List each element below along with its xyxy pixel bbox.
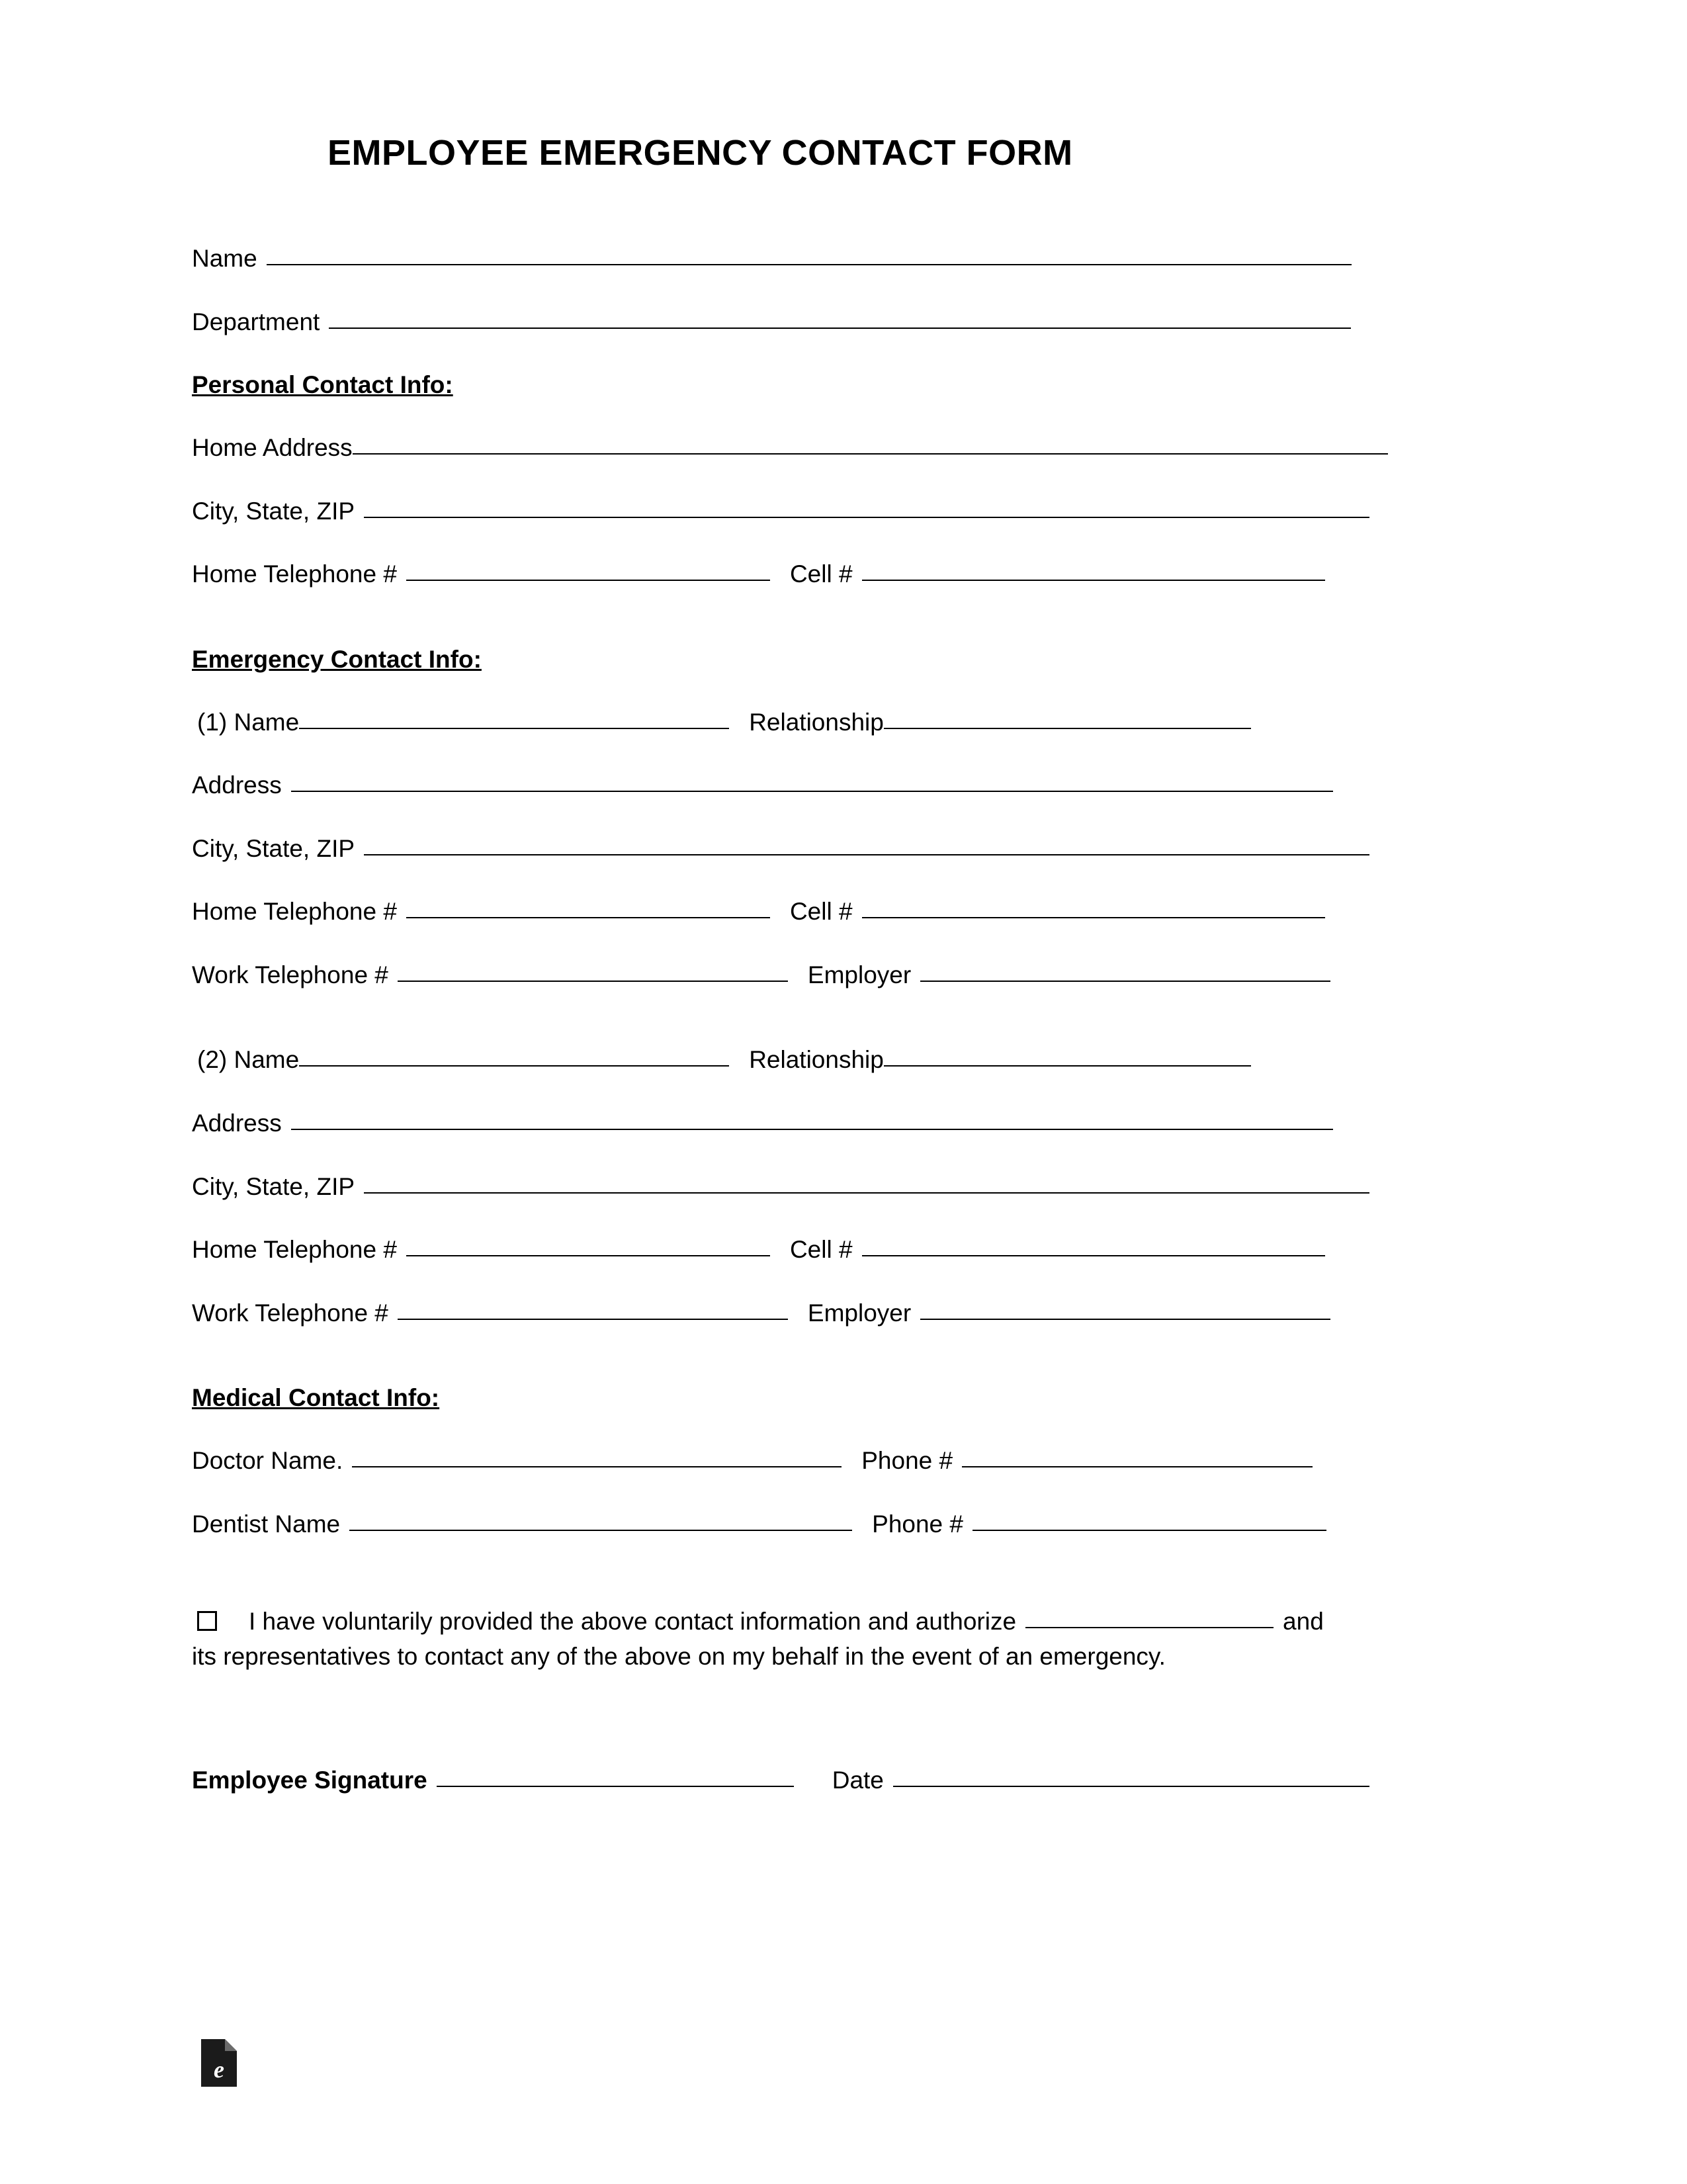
home-address-label: Home Address: [192, 434, 353, 462]
city-state-zip-input[interactable]: [364, 498, 1369, 518]
ec2-address-input[interactable]: [291, 1110, 1333, 1130]
field-row-ec1-city-state-zip: [192, 835, 1489, 863]
city-state-zip-label: City, State, ZIP: [192, 497, 355, 525]
field-row-home-telephone: [192, 560, 1489, 589]
ec2-city-state-zip-input[interactable]: [364, 1174, 1369, 1194]
ec1-address-label: Address: [192, 771, 282, 799]
employee-signature-label: Employee Signature: [192, 1767, 427, 1794]
field-row-ec2-work-telephone: [192, 1299, 1489, 1328]
ec1-relationship-label: Relationship: [749, 708, 884, 736]
emergency-contact-heading: Emergency Contact Info:: [192, 645, 482, 673]
field-row-doctor: [192, 1447, 1489, 1475]
field-row-ec2-address: [192, 1110, 1489, 1138]
field-row-home-address: [192, 434, 1489, 462]
field-row-ec1-home-telephone: [192, 898, 1489, 926]
ec1-address-input[interactable]: [291, 772, 1333, 792]
dentist-phone-label: Phone #: [872, 1510, 963, 1538]
date-input[interactable]: [893, 1767, 1369, 1787]
name-label: Name: [192, 245, 257, 272]
ec1-work-telephone-input[interactable]: [398, 962, 788, 982]
ec2-name-label: (2) Name: [197, 1046, 300, 1074]
ec1-home-telephone-input[interactable]: [406, 898, 770, 918]
consent-text-after: and: [1283, 1608, 1324, 1636]
ec1-cell-input[interactable]: [862, 898, 1325, 918]
ec2-home-telephone-label: Home Telephone #: [192, 1236, 397, 1264]
ec2-home-telephone-input[interactable]: [406, 1237, 770, 1256]
dentist-name-input[interactable]: [349, 1511, 852, 1531]
consent-text-before: I have voluntarily provided the above contact information and authorize: [249, 1608, 1017, 1636]
dentist-name-label: Dentist Name: [192, 1510, 341, 1538]
doctor-name-label: Doctor Name.: [192, 1447, 343, 1475]
authorized-company-input[interactable]: [1025, 1608, 1274, 1628]
ec2-employer-label: Employer: [807, 1299, 912, 1327]
page-title: EMPLOYEE EMERGENCY CONTACT FORM: [327, 133, 1073, 173]
ec2-relationship-input[interactable]: [884, 1047, 1251, 1067]
ec1-employer-input[interactable]: [920, 962, 1330, 982]
ec2-cell-input[interactable]: [862, 1237, 1325, 1256]
date-label: Date: [832, 1767, 884, 1794]
consent-paragraph: [192, 1604, 1465, 1674]
employee-signature-input[interactable]: [437, 1767, 794, 1787]
ec2-relationship-label: Relationship: [749, 1046, 884, 1074]
personal-contact-heading: Personal Contact Info:: [192, 371, 453, 399]
svg-text:e: e: [214, 2056, 224, 2083]
cell-label: Cell #: [789, 560, 853, 588]
consent-second-line: its representatives to contact any of the above on my behalf in the event of an emergency.: [192, 1642, 1166, 1670]
field-row-ec1-work-telephone: [192, 961, 1489, 990]
ec2-city-state-zip-label: City, State, ZIP: [192, 1172, 355, 1200]
field-row-ec1-name: [197, 709, 1489, 737]
home-telephone-input[interactable]: [406, 561, 770, 581]
home-telephone-label: Home Telephone #: [192, 560, 397, 588]
ec1-employer-label: Employer: [807, 961, 912, 988]
doctor-phone-input[interactable]: [962, 1448, 1313, 1467]
form-content: [192, 0, 1489, 1794]
department-input[interactable]: [329, 309, 1351, 329]
consent-checkbox[interactable]: [197, 1611, 217, 1631]
ec2-work-telephone-input[interactable]: [398, 1300, 788, 1320]
ec2-employer-input[interactable]: [920, 1300, 1330, 1320]
ec2-address-label: Address: [192, 1110, 282, 1137]
field-row-ec2-home-telephone: [192, 1236, 1489, 1264]
ec2-cell-label: Cell #: [789, 1236, 853, 1264]
field-row-ec2-name: [197, 1046, 1489, 1074]
ec2-work-telephone-label: Work Telephone #: [192, 1299, 388, 1327]
dentist-phone-input[interactable]: [973, 1511, 1326, 1531]
doctor-phone-label: Phone #: [861, 1447, 953, 1475]
medical-contact-heading: Medical Contact Info:: [192, 1384, 440, 1412]
ec1-home-telephone-label: Home Telephone #: [192, 898, 397, 926]
field-row-ec2-city-state-zip: [192, 1173, 1489, 1201]
field-row-dentist: [192, 1510, 1489, 1539]
ec1-city-state-zip-input[interactable]: [364, 836, 1369, 855]
ec1-work-telephone-label: Work Telephone #: [192, 961, 388, 988]
signature-row: [192, 1767, 1489, 1794]
field-row-name: [192, 245, 1489, 273]
eforms-logo-icon: [198, 2038, 239, 2088]
ec1-name-input[interactable]: [299, 709, 729, 729]
cell-input[interactable]: [862, 561, 1325, 581]
name-input[interactable]: [267, 245, 1352, 265]
field-row-ec1-address: [192, 771, 1489, 800]
doctor-name-input[interactable]: [352, 1448, 842, 1467]
ec2-name-input[interactable]: [299, 1047, 729, 1067]
department-label: Department: [192, 308, 320, 335]
field-row-city-state-zip: [192, 498, 1489, 526]
ec1-cell-label: Cell #: [789, 898, 853, 926]
ec1-city-state-zip-label: City, State, ZIP: [192, 834, 355, 862]
home-address-input[interactable]: [353, 435, 1388, 455]
ec1-name-label: (1) Name: [197, 708, 300, 736]
ec1-relationship-input[interactable]: [884, 709, 1251, 729]
field-row-department: [192, 308, 1489, 337]
